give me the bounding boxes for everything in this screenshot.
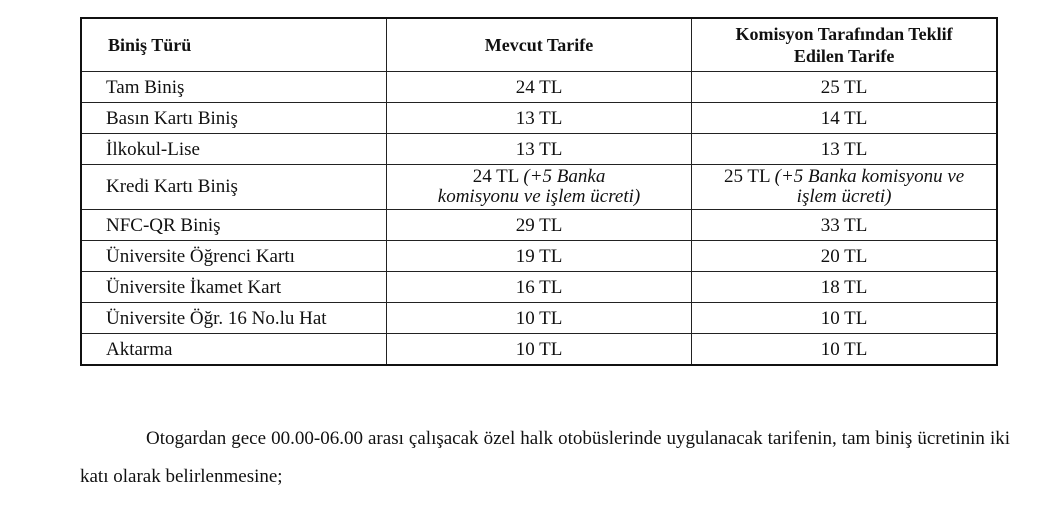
- cell-current-tariff: [386, 165, 691, 210]
- cell-proposed-tariff: 10 TL: [692, 303, 997, 334]
- header-proposed-line1: Komisyon Tarafından Teklif: [735, 24, 953, 44]
- current-tariff-amount: 24 TL: [472, 166, 524, 187]
- body-paragraph: [80, 420, 1010, 496]
- cell-boarding-type: Tam Biniş: [81, 72, 386, 103]
- cell-boarding-type: NFC-QR Biniş: [81, 210, 386, 241]
- cell-current-tariff: 13 TL: [386, 103, 691, 134]
- table-row: [81, 241, 997, 272]
- table-row: [81, 334, 997, 366]
- header-proposed-line2: Edilen Tarife: [793, 46, 895, 66]
- cell-boarding-type: Üniversite Öğr. 16 No.lu Hat: [81, 303, 386, 334]
- current-tariff-note-line1: (+5 Banka: [523, 166, 606, 187]
- table-row: [81, 303, 997, 334]
- cell-proposed-tariff: 25 TL: [692, 72, 997, 103]
- cell-current-tariff: 16 TL: [386, 272, 691, 303]
- table-row: [81, 72, 997, 103]
- header-current-tariff: Mevcut Tarife: [386, 18, 691, 72]
- cell-proposed-tariff: 20 TL: [692, 241, 997, 272]
- header-boarding-type: Biniş Türü: [81, 18, 386, 72]
- proposed-tariff-amount: 25 TL: [723, 166, 775, 187]
- cell-current-tariff: 10 TL: [386, 334, 691, 366]
- table-row: [81, 165, 997, 210]
- cell-boarding-type: Üniversite Öğrenci Kartı: [81, 241, 386, 272]
- table-row: [81, 134, 997, 165]
- cell-boarding-type: Kredi Kartı Biniş: [81, 165, 386, 210]
- cell-boarding-type: Basın Kartı Biniş: [81, 103, 386, 134]
- table-header-row: [81, 18, 997, 72]
- tariff-table: [80, 17, 998, 366]
- table-row: [81, 210, 997, 241]
- cell-current-tariff: 29 TL: [386, 210, 691, 241]
- paragraph-text: Otogardan gece 00.00-06.00 arası çalışacak özel halk otobüslerinde uygulanacak tarifenin, tam biniş ücretinin iki katı olarak belirlenmesine;: [80, 428, 1010, 487]
- proposed-tariff-note-line1: (+5 Banka komisyonu ve: [774, 166, 965, 187]
- cell-boarding-type: Aktarma: [81, 334, 386, 366]
- cell-proposed-tariff: 33 TL: [692, 210, 997, 241]
- header-proposed-tariff: [692, 18, 997, 72]
- cell-proposed-tariff: 13 TL: [692, 134, 997, 165]
- cell-current-tariff: 24 TL: [386, 72, 691, 103]
- proposed-tariff-note-line2: işlem ücreti): [796, 186, 892, 207]
- cell-current-tariff: 19 TL: [386, 241, 691, 272]
- cell-boarding-type: İlkokul-Lise: [81, 134, 386, 165]
- cell-proposed-tariff: 18 TL: [692, 272, 997, 303]
- table-row: [81, 272, 997, 303]
- cell-proposed-tariff: 10 TL: [692, 334, 997, 366]
- cell-current-tariff: 10 TL: [386, 303, 691, 334]
- cell-proposed-tariff: 14 TL: [692, 103, 997, 134]
- cell-current-tariff: 13 TL: [386, 134, 691, 165]
- table-row: [81, 103, 997, 134]
- cell-boarding-type: Üniversite İkamet Kart: [81, 272, 386, 303]
- current-tariff-note-line2: komisyonu ve işlem ücreti): [437, 186, 641, 207]
- cell-proposed-tariff: [692, 165, 997, 210]
